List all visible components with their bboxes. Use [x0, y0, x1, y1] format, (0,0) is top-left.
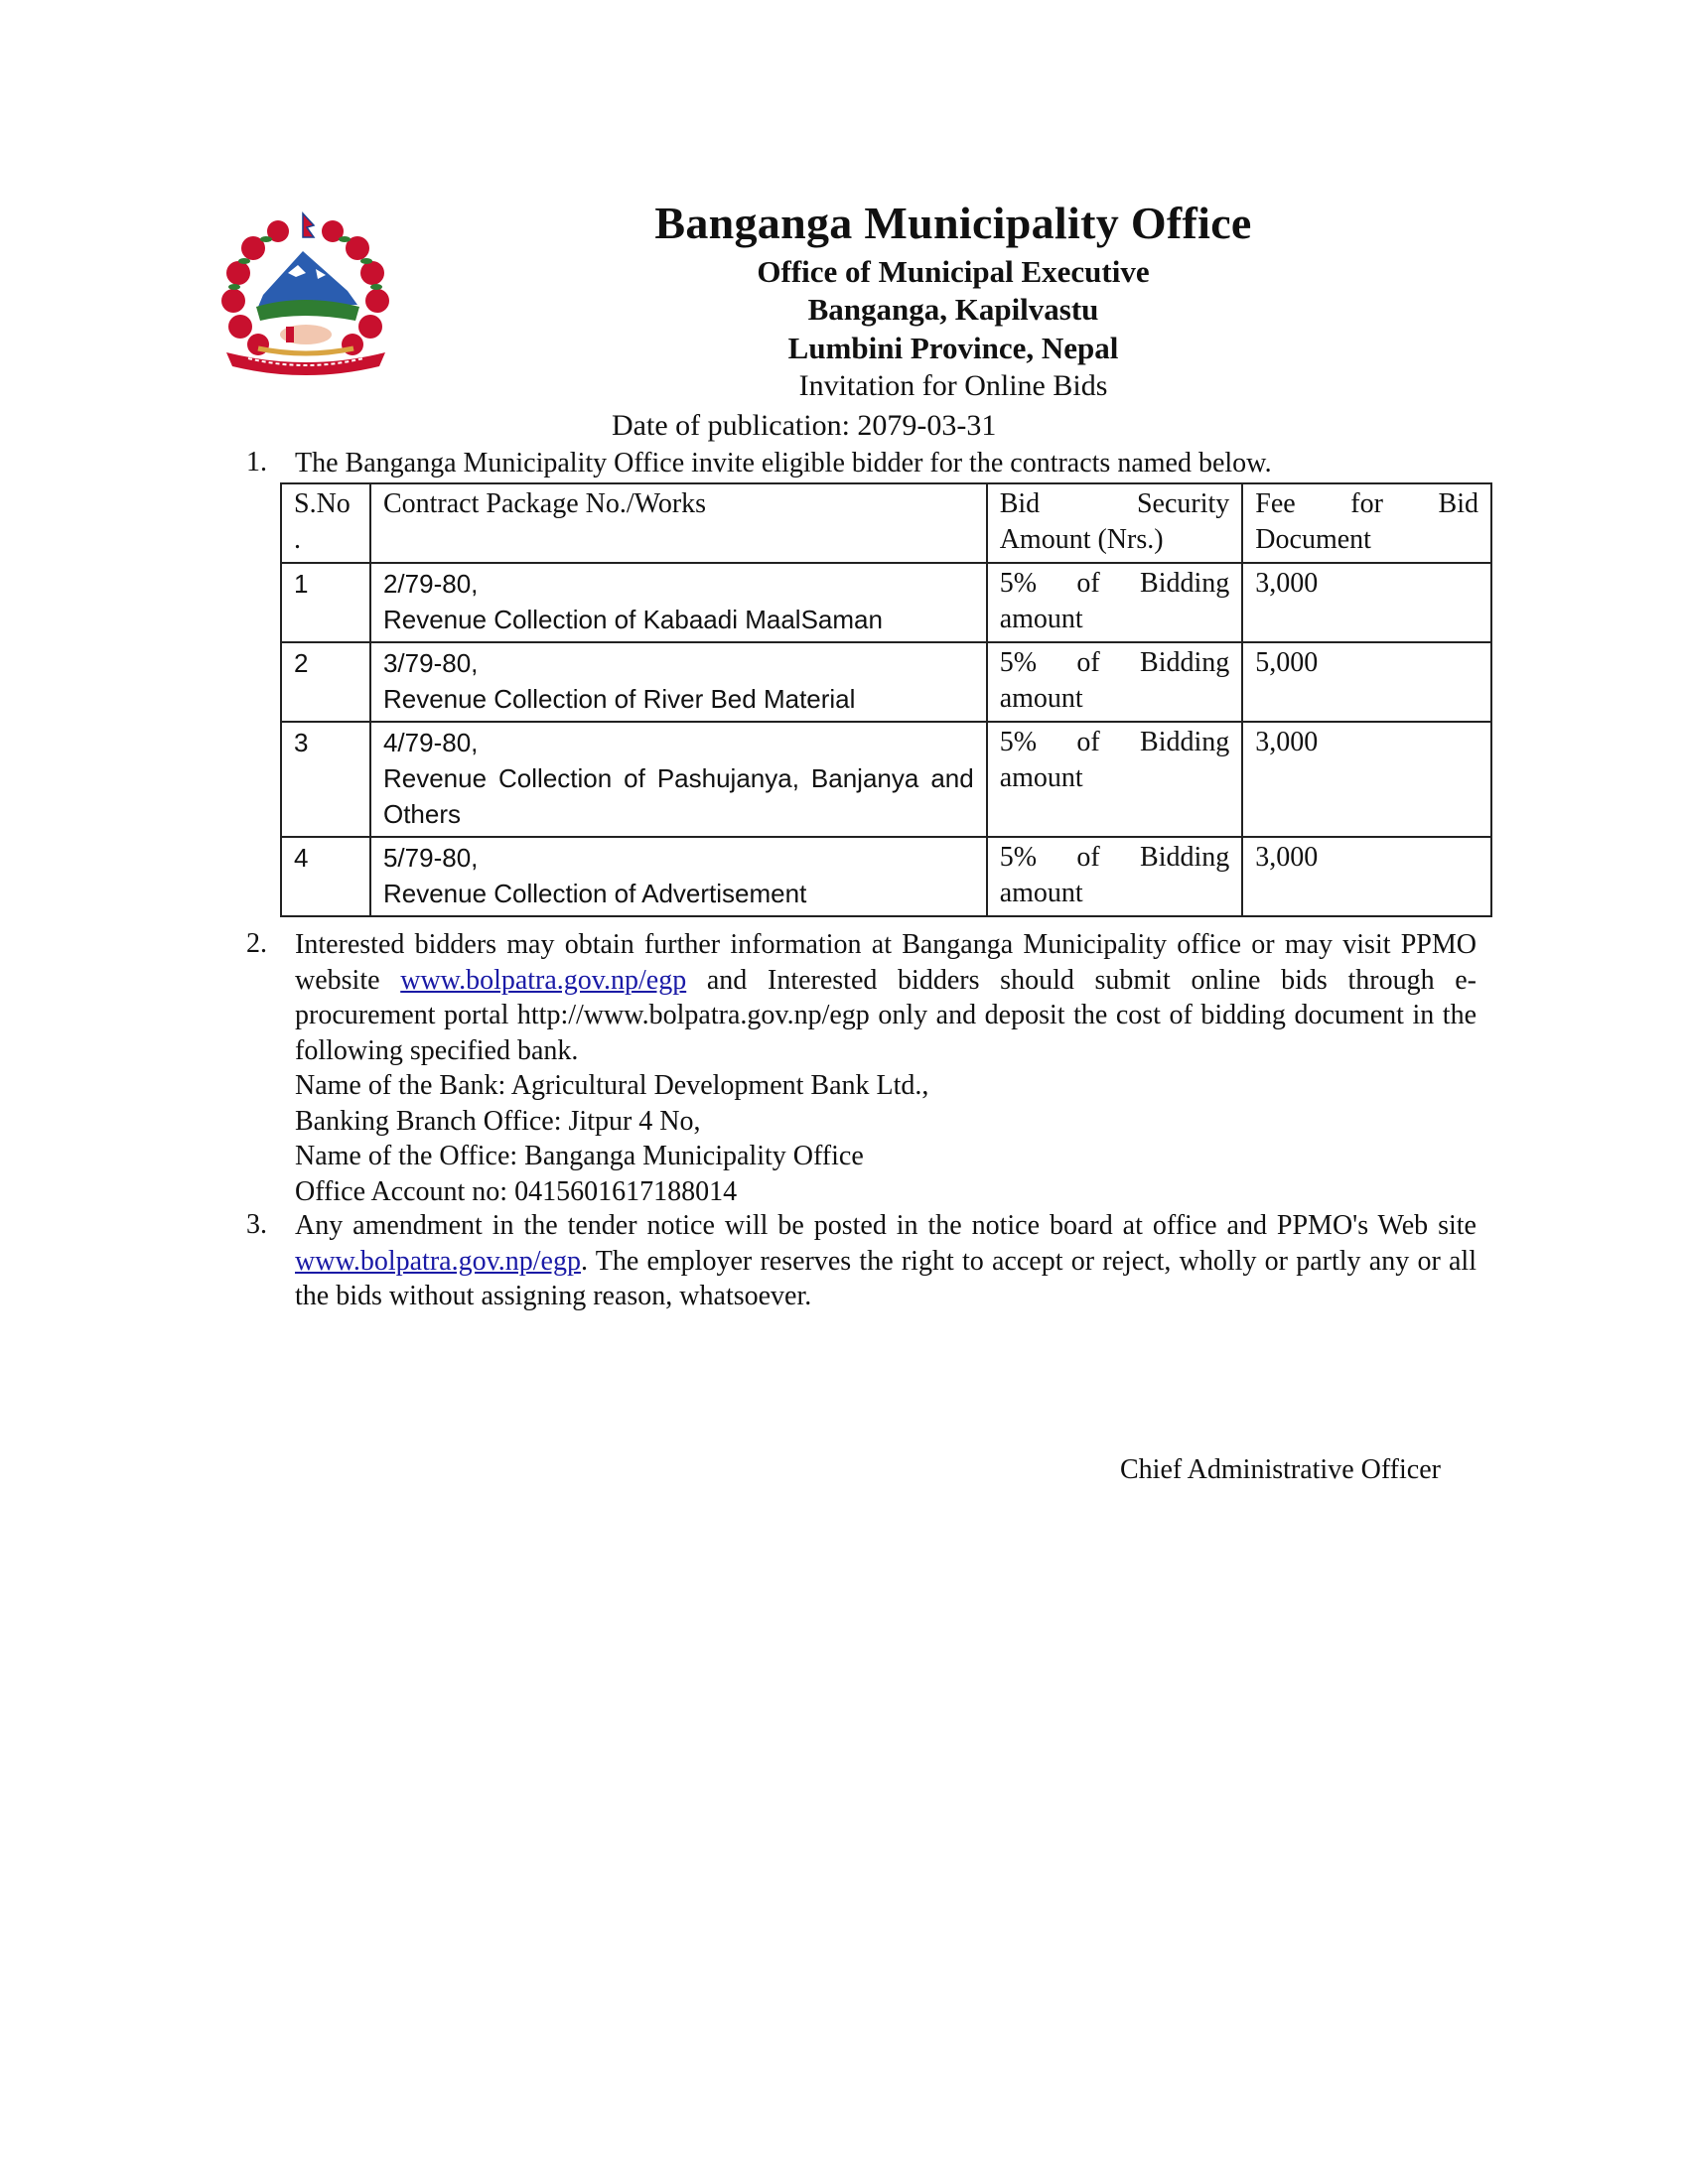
header-sno-dot: .	[294, 524, 301, 555]
security-line1: 5% of Bidding	[999, 842, 1230, 873]
header-security-line1: Bid Security	[999, 488, 1230, 519]
security-line2: amount	[999, 683, 1083, 714]
cell-fee: 3,000	[1242, 837, 1491, 916]
work-description: Revenue Collection of River Bed Material	[382, 684, 856, 714]
cell-works	[370, 837, 987, 916]
bolpatra-link[interactable]: www.bolpatra.gov.np/egp	[400, 964, 687, 996]
section-3-text-a: Any amendment in the tender notice will be posted in the notice board at office and PPMO's Web site	[295, 1210, 1477, 1241]
cell-fee: 3,000	[1242, 563, 1491, 642]
publication-date: Date of publication: 2079-03-31	[612, 409, 997, 442]
section-2-text-b: and Interested bidders should submit online bids through e-procurement portal http://www.bolpatra.gov.np/egp only and deposit the cost of bidding document in the following specified bank.	[295, 964, 1477, 1066]
section-1-number: 1.	[246, 447, 267, 478]
cell-fee: 3,000	[1242, 722, 1491, 837]
work-description: Revenue Collection of Kabaadi MaalSaman	[382, 605, 883, 634]
office-name: Name of the Office: Banganga Municipality Office	[295, 1141, 864, 1171]
section-3-number: 3.	[246, 1209, 267, 1240]
nepal-emblem-logo	[209, 204, 402, 382]
work-description: Revenue Collection of Advertisement	[382, 879, 807, 908]
cell-sno: 4	[281, 837, 370, 916]
section-1-text: The Banganga Municipality Office invite eligible bidder for the contracts named below.	[295, 448, 1272, 478]
table-row	[281, 563, 1491, 642]
security-line2: amount	[999, 762, 1083, 793]
package-number: 4/79-80,	[382, 728, 479, 757]
package-number: 3/79-80,	[382, 648, 479, 678]
cell-fee: 5,000	[1242, 642, 1491, 722]
cell-security	[987, 642, 1243, 722]
cell-sno: 3	[281, 722, 370, 837]
header-fee-line2: Document	[1255, 524, 1371, 555]
security-line1: 5% of Bidding	[999, 568, 1230, 599]
bank-branch: Banking Branch Office: Jitpur 4 No,	[295, 1105, 701, 1137]
table-row	[281, 722, 1491, 837]
table-row	[281, 642, 1491, 722]
office-location: Banganga, Kapilvastu	[807, 292, 1099, 327]
table-header-row	[281, 483, 1491, 563]
cell-security	[987, 837, 1243, 916]
table-row	[281, 837, 1491, 916]
section-2-text	[295, 927, 1477, 1209]
section-2-number: 2.	[246, 928, 267, 959]
cell-works	[370, 722, 987, 837]
header-sno-text: S.No	[294, 488, 351, 519]
cell-sno: 1	[281, 563, 370, 642]
cell-works	[370, 642, 987, 722]
cell-security	[987, 563, 1243, 642]
contracts-table	[280, 482, 1492, 917]
package-number: 2/79-80,	[382, 569, 479, 599]
cell-security	[987, 722, 1243, 837]
section-2-text-a: Interested bidders may obtain further information at Banganga Municipality office or may visit PPMO website	[295, 929, 1477, 996]
cell-works	[370, 563, 987, 642]
cell-sno: 2	[281, 642, 370, 722]
office-province: Lumbini Province, Nepal	[787, 331, 1119, 365]
notice-heading: Invitation for Online Bids	[798, 369, 1108, 402]
header-security	[987, 483, 1243, 563]
office-subtitle: Office of Municipal Executive	[757, 254, 1150, 289]
header-security-line2: Amount (Nrs.)	[999, 524, 1164, 555]
office-title: Banganga Municipality Office	[654, 198, 1252, 248]
office-account: Office Account no: 0415601617188014	[295, 1175, 738, 1207]
section-3-text	[295, 1208, 1477, 1314]
header-works: Contract Package No./Works	[370, 483, 987, 563]
signature-title: Chief Administrative Officer	[1120, 1454, 1441, 1485]
security-line2: amount	[999, 878, 1083, 908]
work-description: Revenue Collection of Pashujanya, Banjanya and Others	[382, 763, 974, 829]
header-fee	[1242, 483, 1491, 563]
section-3-text-b: . The employer reserves the right to accept or reject, wholly or partly any or all the bids without assigning reason, whatsoever.	[295, 1245, 1477, 1311]
bolpatra-link-2[interactable]: www.bolpatra.gov.np/egp	[295, 1245, 581, 1277]
security-line2: amount	[999, 604, 1083, 634]
security-line1: 5% of Bidding	[999, 727, 1230, 757]
package-number: 5/79-80,	[382, 843, 479, 873]
header-sno	[281, 483, 370, 563]
header-fee-line1: Fee for Bid	[1255, 488, 1478, 519]
security-line1: 5% of Bidding	[999, 647, 1230, 678]
emblem-icon	[209, 204, 402, 382]
bank-name: Name of the Bank: Agricultural Development Bank Ltd.,	[295, 1070, 929, 1101]
